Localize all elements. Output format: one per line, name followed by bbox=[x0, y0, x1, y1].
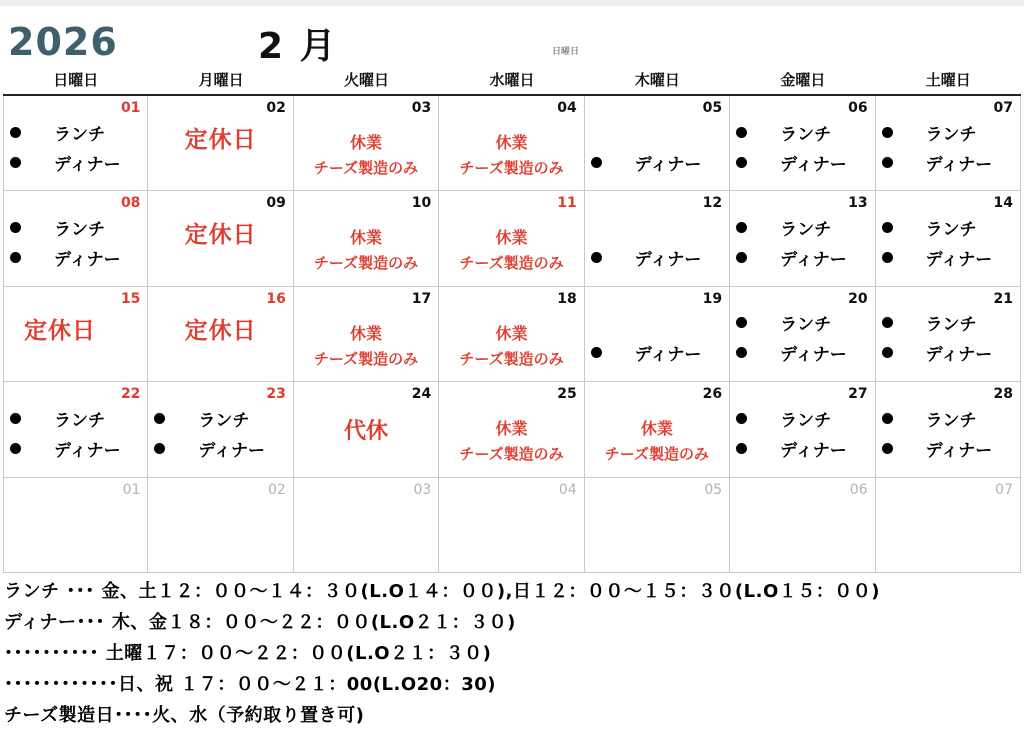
cheese-only-note bbox=[294, 130, 438, 180]
day-cell bbox=[585, 382, 730, 477]
day-cell bbox=[730, 96, 875, 191]
bullet-icon bbox=[882, 127, 893, 138]
day-number: 20 bbox=[848, 290, 868, 307]
dinner-item bbox=[882, 341, 1021, 365]
bullet-icon bbox=[736, 347, 747, 358]
day-number: 04 bbox=[558, 481, 577, 498]
bullet-icon bbox=[736, 222, 747, 233]
day-cell bbox=[439, 191, 584, 286]
bullet-icon bbox=[10, 413, 21, 424]
cheese-only-note bbox=[294, 225, 438, 275]
footer-cheese-days: チーズ製造日････火、水（予約取り置き可) bbox=[4, 705, 365, 726]
day-number: 12 bbox=[702, 195, 723, 212]
day-cell bbox=[876, 382, 1021, 477]
cheese-closed-label: 休業 bbox=[640, 419, 673, 439]
day-number: 06 bbox=[848, 100, 868, 116]
dinner-item bbox=[736, 245, 875, 269]
day-cell bbox=[876, 96, 1021, 191]
dinner-item bbox=[10, 436, 148, 460]
day-number: 04 bbox=[557, 100, 577, 116]
closed-day-label: 定休日 bbox=[184, 127, 257, 153]
footer-saturday-hours: ･･････････ 土曜１７：００～２２：００(L.O２１：３０) bbox=[4, 643, 492, 664]
day-number: 07 bbox=[993, 100, 1013, 116]
day-cell bbox=[148, 287, 293, 382]
bullet-icon bbox=[882, 252, 893, 263]
lunch-item-label: ランチ bbox=[54, 219, 105, 240]
day-cell bbox=[148, 382, 293, 477]
lunch-item-label: ランチ bbox=[54, 410, 105, 431]
dinner-item-label: ディナー bbox=[634, 154, 702, 175]
day-cell bbox=[3, 191, 148, 286]
dinner-item-label: ディナー bbox=[780, 154, 847, 175]
cheese-closed-label: 休業 bbox=[350, 228, 383, 248]
day-number: 21 bbox=[993, 290, 1013, 307]
day-cell bbox=[294, 191, 439, 286]
day-cell bbox=[730, 191, 875, 286]
day-cell bbox=[294, 96, 439, 191]
dinner-item bbox=[736, 341, 875, 365]
dinner-item-label: ディナー bbox=[54, 440, 121, 461]
bullet-icon bbox=[591, 157, 602, 168]
cheese-production-label: チーズ製造のみ bbox=[459, 254, 564, 273]
lunch-item bbox=[736, 215, 875, 239]
day-number: 06 bbox=[849, 481, 868, 498]
lunch-item-label: ランチ bbox=[780, 124, 832, 145]
bullet-icon bbox=[591, 347, 602, 358]
dinner-item-label: ディナー bbox=[925, 154, 993, 175]
bullet-icon bbox=[882, 443, 893, 454]
day-cell bbox=[439, 96, 584, 191]
day-cell bbox=[730, 478, 875, 573]
weekday-wed: 水曜日 bbox=[489, 71, 535, 89]
day-cell bbox=[876, 478, 1021, 573]
cheese-only-note bbox=[439, 416, 583, 466]
day-cell bbox=[585, 191, 730, 286]
day-number: 03 bbox=[411, 100, 432, 116]
dinner-item bbox=[736, 436, 875, 460]
dinner-item-label: ディナー bbox=[634, 249, 702, 270]
day-number: 18 bbox=[557, 290, 577, 307]
dinner-item bbox=[882, 245, 1021, 269]
cheese-production-label: チーズ製造のみ bbox=[313, 254, 419, 273]
day-cell bbox=[3, 478, 148, 573]
day-number: 05 bbox=[704, 481, 723, 498]
top-strip bbox=[0, 0, 1024, 6]
dinner-item bbox=[591, 150, 730, 174]
day-cell bbox=[730, 287, 875, 382]
dinner-item bbox=[10, 245, 148, 269]
day-number: 02 bbox=[268, 481, 286, 498]
footer-lunch-hours: ランチ ･･･ 金、土１２：００～１４：３０(L.O１４：００),日１２：００～１５：３０(L.O１５：００) bbox=[4, 581, 880, 602]
bullet-icon bbox=[10, 222, 21, 233]
dinner-item bbox=[591, 245, 730, 269]
bullet-icon bbox=[736, 127, 747, 138]
bullet-icon bbox=[154, 413, 165, 424]
day-number: 19 bbox=[702, 290, 723, 307]
day-cell bbox=[730, 382, 875, 477]
cheese-closed-label: 休業 bbox=[495, 419, 528, 439]
bullet-icon bbox=[736, 443, 747, 454]
day-cell bbox=[148, 478, 293, 573]
dinner-item-label: ディナー bbox=[925, 440, 993, 461]
dinner-item-label: ディナー bbox=[54, 249, 121, 270]
lunch-item bbox=[736, 406, 875, 430]
day-cell bbox=[439, 287, 584, 382]
day-cell bbox=[294, 287, 439, 382]
closed-day-label: 定休日 bbox=[24, 317, 96, 344]
bullet-icon bbox=[882, 157, 893, 168]
lunch-item bbox=[736, 311, 875, 335]
lunch-item bbox=[10, 120, 148, 144]
cheese-production-label: チーズ製造のみ bbox=[459, 159, 564, 177]
calendar-year: 2026 bbox=[8, 20, 118, 64]
day-number: 27 bbox=[848, 386, 868, 403]
lunch-item bbox=[736, 120, 875, 144]
cheese-closed-label: 休業 bbox=[350, 323, 383, 343]
lunch-item bbox=[882, 120, 1021, 144]
dinner-item-label: ディナー bbox=[925, 249, 993, 270]
dinner-item bbox=[882, 150, 1021, 174]
cheese-only-note bbox=[439, 321, 583, 371]
day-number: 14 bbox=[993, 195, 1013, 212]
day-number: 11 bbox=[557, 195, 577, 212]
lunch-item-label: ランチ bbox=[925, 219, 977, 240]
bullet-icon bbox=[736, 252, 747, 263]
dinner-item bbox=[591, 341, 730, 365]
cheese-closed-label: 休業 bbox=[495, 133, 528, 152]
lunch-item bbox=[10, 406, 148, 430]
day-number: 23 bbox=[266, 386, 286, 403]
bullet-icon bbox=[10, 127, 21, 138]
day-cell bbox=[876, 287, 1021, 382]
cheese-closed-label: 休業 bbox=[350, 133, 383, 152]
cheese-production-label: チーズ製造のみ bbox=[604, 445, 710, 464]
tiny-day-label: 日曜日 bbox=[552, 47, 580, 57]
day-number: 15 bbox=[120, 290, 141, 307]
lunch-item-label: ランチ bbox=[925, 124, 977, 145]
day-number: 22 bbox=[120, 386, 141, 403]
bullet-icon bbox=[10, 157, 21, 168]
dinner-item bbox=[10, 150, 148, 174]
day-number: 05 bbox=[702, 100, 723, 116]
weekday-mon: 月曜日 bbox=[198, 71, 244, 89]
lunch-item bbox=[882, 215, 1021, 239]
lunch-item-label: ランチ bbox=[925, 410, 977, 431]
bullet-icon bbox=[154, 443, 165, 454]
day-cell bbox=[148, 191, 293, 286]
cheese-production-label: チーズ製造のみ bbox=[459, 349, 564, 368]
dinner-item-label: ディナー bbox=[54, 154, 121, 175]
bullet-icon bbox=[882, 222, 893, 233]
cheese-only-note bbox=[439, 130, 583, 180]
dinner-item bbox=[882, 436, 1021, 460]
weekday-tue: 火曜日 bbox=[344, 71, 390, 89]
lunch-item bbox=[882, 406, 1021, 430]
day-number: 01 bbox=[122, 481, 141, 498]
day-cell bbox=[585, 96, 730, 191]
day-number: 02 bbox=[266, 100, 286, 116]
dinner-item-label: ディナー bbox=[198, 440, 266, 461]
footer-dinner-hours: ディナー･･･ 木、金１８：００～２２：００(L.O２１：３０) bbox=[4, 612, 516, 633]
bullet-icon bbox=[882, 413, 893, 424]
day-cell bbox=[148, 96, 293, 191]
day-number: 13 bbox=[848, 195, 868, 212]
day-cell bbox=[439, 478, 584, 573]
bullet-icon bbox=[882, 347, 893, 358]
day-number: 10 bbox=[411, 195, 432, 212]
day-number: 26 bbox=[702, 386, 723, 403]
day-cell bbox=[294, 478, 439, 573]
day-number: 03 bbox=[413, 481, 432, 498]
lunch-item-label: ランチ bbox=[780, 315, 832, 336]
cheese-production-label: チーズ製造のみ bbox=[313, 349, 419, 368]
day-number: 07 bbox=[995, 481, 1013, 498]
bullet-icon bbox=[591, 252, 602, 263]
bullet-icon bbox=[10, 252, 21, 263]
dinner-item-label: ディナー bbox=[925, 345, 993, 366]
day-number: 01 bbox=[120, 100, 141, 116]
weekday-fri: 金曜日 bbox=[780, 71, 826, 89]
bullet-icon bbox=[736, 317, 747, 328]
hours-footer bbox=[4, 576, 1020, 731]
day-cell bbox=[3, 96, 148, 191]
cheese-closed-label: 休業 bbox=[495, 228, 528, 248]
lunch-item bbox=[154, 406, 293, 430]
substitute-holiday-label: 代休 bbox=[344, 419, 389, 445]
day-number: 25 bbox=[557, 386, 577, 403]
day-number: 17 bbox=[411, 290, 432, 307]
lunch-item bbox=[10, 215, 148, 239]
day-cell bbox=[3, 382, 148, 477]
cheese-only-note bbox=[439, 225, 583, 275]
closed-day-label: 定休日 bbox=[184, 317, 257, 344]
footer-sunday-hours: ････････････日、祝 １７：００～２１：00(L.O20：30) bbox=[4, 674, 496, 695]
day-cell bbox=[294, 382, 439, 477]
dinner-item-label: ディナー bbox=[780, 249, 847, 270]
bullet-icon bbox=[736, 157, 747, 168]
day-number: 08 bbox=[120, 195, 141, 212]
closed-day-label: 定休日 bbox=[184, 222, 257, 249]
day-cell bbox=[876, 191, 1021, 286]
cheese-only-note bbox=[585, 416, 729, 466]
day-number: 28 bbox=[993, 386, 1013, 403]
calendar-month: 2 月 bbox=[258, 26, 338, 67]
calendar-grid bbox=[3, 94, 1021, 573]
day-cell bbox=[585, 478, 730, 573]
weekday-thu: 木曜日 bbox=[634, 71, 680, 89]
dinner-item-label: ディナー bbox=[780, 440, 847, 461]
cheese-production-label: チーズ製造のみ bbox=[313, 159, 419, 177]
cheese-only-note bbox=[294, 321, 438, 371]
bullet-icon bbox=[882, 317, 893, 328]
day-number: 24 bbox=[411, 386, 432, 403]
bullet-icon bbox=[736, 413, 747, 424]
lunch-item-label: ランチ bbox=[925, 315, 977, 336]
lunch-item-label: ランチ bbox=[54, 124, 105, 145]
day-cell bbox=[585, 287, 730, 382]
lunch-item bbox=[882, 311, 1021, 335]
dinner-item bbox=[154, 436, 293, 460]
day-cell bbox=[3, 287, 148, 382]
bullet-icon bbox=[10, 443, 21, 454]
cheese-closed-label: 休業 bbox=[495, 323, 528, 343]
cheese-production-label: チーズ製造のみ bbox=[459, 445, 564, 464]
dinner-item bbox=[736, 150, 875, 174]
weekday-sat: 土曜日 bbox=[925, 71, 971, 89]
dinner-item-label: ディナー bbox=[780, 345, 847, 366]
weekday-sun: 日曜日 bbox=[53, 71, 99, 89]
day-cell bbox=[439, 382, 584, 477]
day-number: 09 bbox=[266, 195, 286, 212]
lunch-item-label: ランチ bbox=[198, 410, 250, 431]
day-number: 16 bbox=[266, 290, 286, 307]
lunch-item-label: ランチ bbox=[780, 219, 832, 240]
dinner-item-label: ディナー bbox=[634, 345, 702, 366]
weekday-header bbox=[3, 66, 1021, 94]
lunch-item-label: ランチ bbox=[780, 410, 832, 431]
